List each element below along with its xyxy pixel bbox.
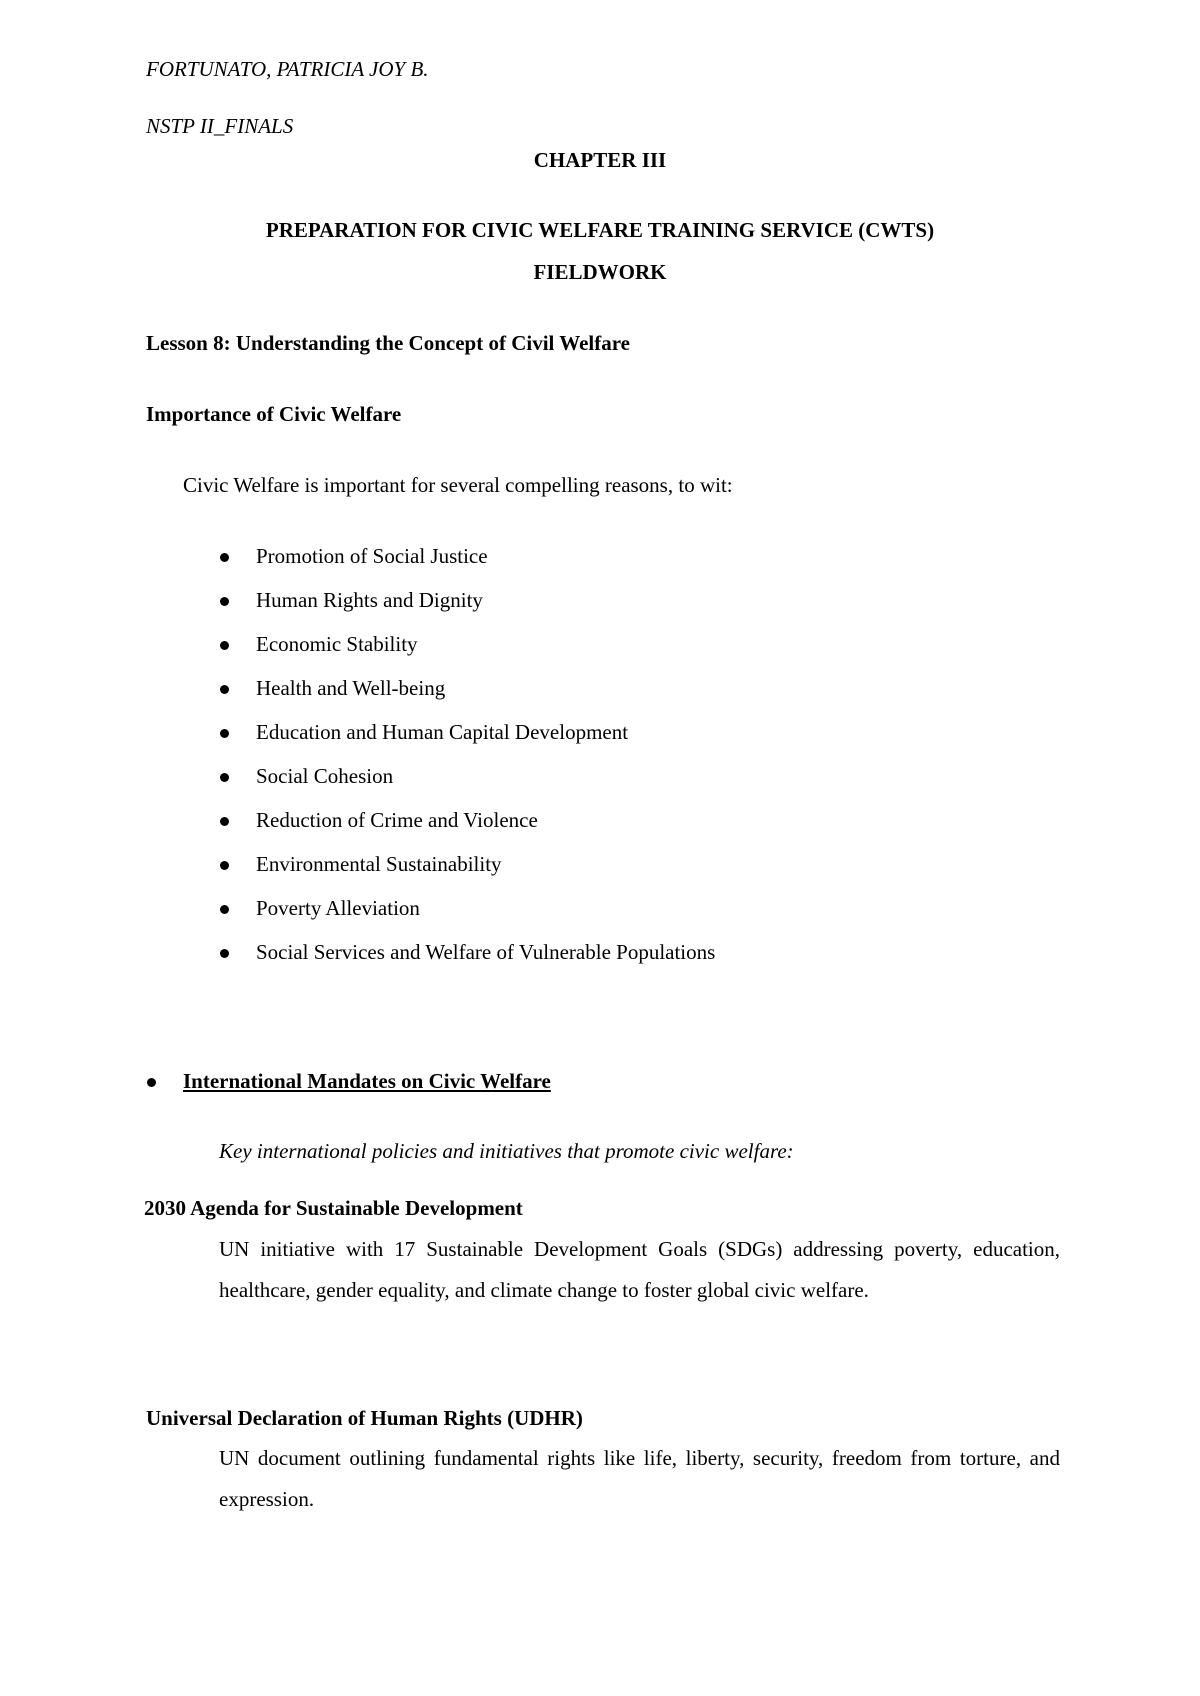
list-item-label: Promotion of Social Justice <box>256 544 488 568</box>
bullet-icon <box>220 817 229 826</box>
course-label: NSTP II_FINALS <box>146 114 294 138</box>
entry-title-agenda-2030: 2030 Agenda for Sustainable Development <box>144 1196 523 1220</box>
bullet-icon <box>220 949 229 958</box>
entry-body-agenda-2030: UN initiative with 17 Sustainable Development Goals (SDGs) addressing poverty, education, healthcare, gender equality, and climate change to foster global civic welfare. <box>219 1237 1060 1302</box>
importance-heading: Importance of Civic Welfare <box>146 402 402 426</box>
list-item-label: Reduction of Crime and Violence <box>256 808 538 832</box>
list-item-label: Health and Well-being <box>256 676 446 700</box>
author-name: FORTUNATO, PATRICIA JOY B. <box>146 57 429 81</box>
chapter-number: CHAPTER III <box>533 148 667 172</box>
lesson-title: Lesson 8: Understanding the Concept of Civil Welfare <box>146 331 630 355</box>
chapter-title-line2: FIELDWORK <box>533 260 667 284</box>
list-item-label: Social Services and Welfare of Vulnerable Populations <box>256 940 716 964</box>
list-item-label: Economic Stability <box>256 632 418 656</box>
list-item-label: Poverty Alleviation <box>256 896 420 920</box>
list-item-label: Social Cohesion <box>256 764 394 788</box>
entry-title-udhr: Universal Declaration of Human Rights (UDHR) <box>146 1406 583 1430</box>
bullet-icon <box>147 1078 156 1087</box>
bullet-icon <box>220 553 229 562</box>
bullet-icon <box>220 773 229 782</box>
list-item-label: Environmental Sustainability <box>256 852 502 876</box>
international-intro: Key international policies and initiatives that promote civic welfare: <box>219 1139 794 1163</box>
bullet-icon <box>220 905 229 914</box>
importance-intro: Civic Welfare is important for several compelling reasons, to wit: <box>183 473 733 497</box>
list-item-label: Education and Human Capital Development <box>256 720 629 744</box>
bullet-icon <box>220 729 229 738</box>
chapter-title-line1: PREPARATION FOR CIVIC WELFARE TRAINING SERVICE (CWTS) <box>265 218 935 242</box>
bullet-icon <box>220 685 229 694</box>
bullet-icon <box>220 861 229 870</box>
bullet-icon <box>220 641 229 650</box>
bullet-icon <box>220 597 229 606</box>
list-item-label: Human Rights and Dignity <box>256 588 483 612</box>
international-heading: International Mandates on Civic Welfare <box>183 1069 551 1093</box>
entry-body-udhr: UN document outlining fundamental rights like life, liberty, security, freedom from torture, and expression. <box>219 1446 1060 1511</box>
